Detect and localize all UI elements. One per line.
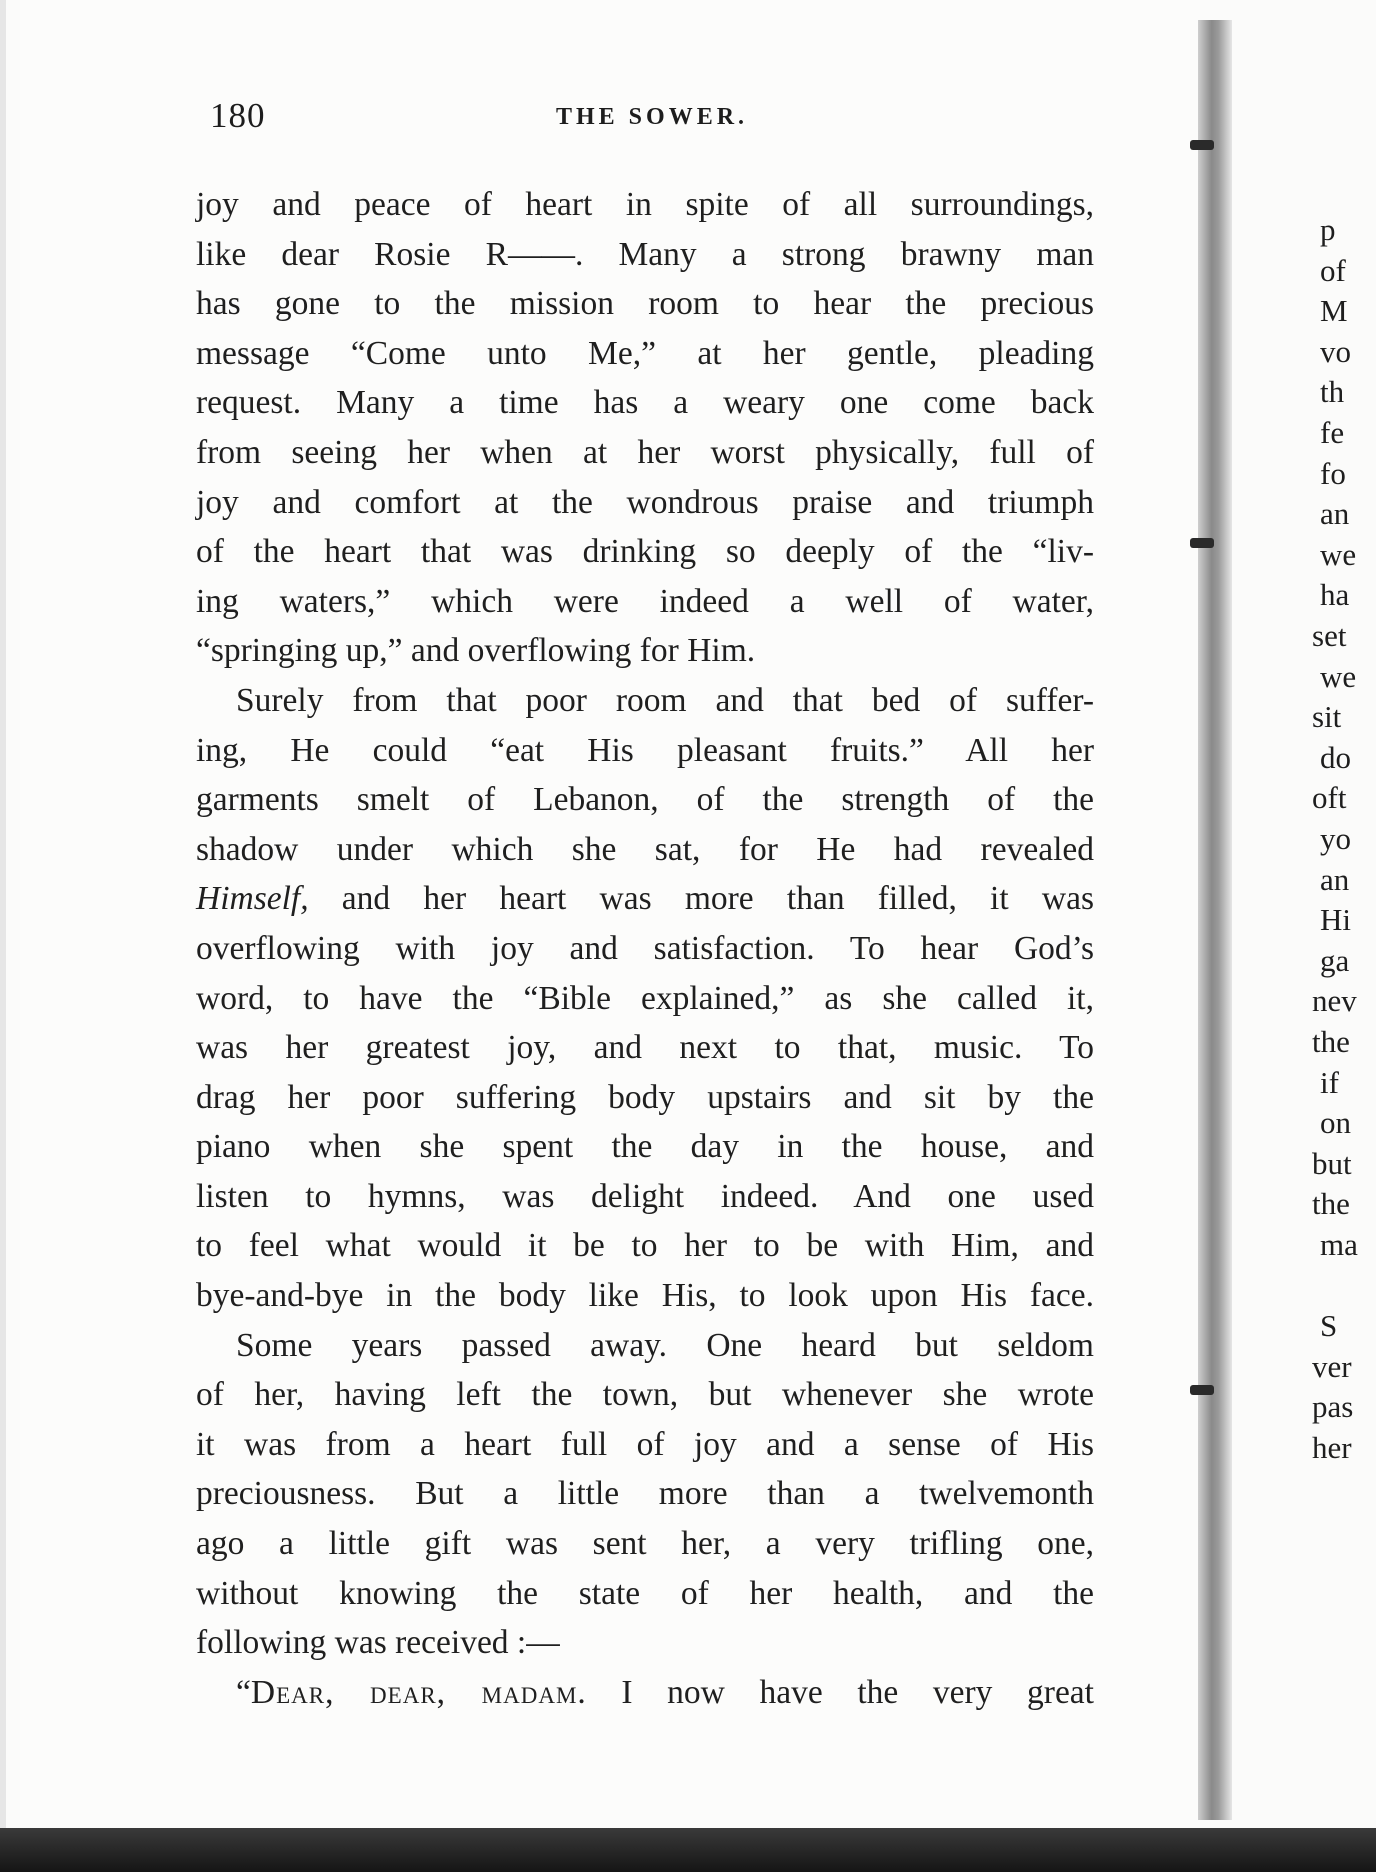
- text-line: piano when she spent the day in the house, and: [196, 1128, 1094, 1166]
- text-segment: and her heart was more than filled, it was: [308, 880, 1094, 918]
- text-line: of her, having left the town, but whenever she wrote: [196, 1376, 1094, 1414]
- text-segment: I now have the very great: [586, 1673, 1094, 1711]
- facing-page-text-fragment: p: [1320, 212, 1336, 247]
- body-text: [196, 180, 1094, 1717]
- paragraph-start-line: Surely from that poor room and that bed of suffer-: [236, 681, 1094, 719]
- facing-page-text-fragment: of: [1320, 252, 1346, 288]
- italic-word: Himself,: [196, 880, 309, 918]
- facing-page-text-fragment: do: [1320, 739, 1351, 775]
- text-line: ing waters,” which were indeed a well of water,: [196, 582, 1094, 620]
- text-line: was her greatest joy, and next to that, music. To: [196, 1029, 1094, 1067]
- left-scan-edge: [0, 0, 6, 1872]
- text-line: request. Many a time has a weary one come back: [196, 384, 1094, 422]
- text-line: like dear Rosie R——. Many a strong brawny man: [196, 235, 1094, 273]
- facing-page-text-fragment: nev: [1312, 983, 1357, 1019]
- text-line: following was received :—: [196, 1624, 560, 1662]
- facing-page-text-fragment: the: [1312, 1186, 1350, 1222]
- text-line: shadow under which she sat, for He had revealed: [196, 830, 1094, 868]
- text-line: of the heart that was drinking so deeply of the “liv-: [196, 533, 1094, 571]
- facing-page-text-fragment: ga: [1320, 942, 1350, 978]
- facing-page-text-fragment: fo: [1320, 455, 1346, 491]
- text-line: message “Come unto Me,” at her gentle, pleading: [196, 334, 1094, 372]
- facing-page-fragment: [1232, 0, 1376, 1828]
- text-line: word, to have the “Bible explained,” as she called it,: [196, 979, 1094, 1017]
- facing-page-text-fragment: we: [1320, 658, 1357, 694]
- facing-page-text-fragment: oft: [1312, 780, 1347, 816]
- text-line: garments smelt of Lebanon, of the strength of the: [196, 781, 1094, 819]
- facing-page-text-fragment: ver: [1312, 1348, 1352, 1384]
- letter-salutation: Dear, dear, madam.: [250, 1673, 587, 1711]
- facing-page-text-fragment: th: [1320, 374, 1345, 410]
- running-head: THE SOWER.: [556, 104, 749, 130]
- open-quote: “: [236, 1673, 251, 1711]
- page-header: [210, 96, 1100, 146]
- text-line: joy and comfort at the wondrous praise and triumph: [196, 483, 1094, 521]
- book-gutter: [1198, 20, 1232, 1820]
- binding-mark: [1190, 538, 1214, 548]
- facing-page-text-fragment: the: [1312, 1024, 1350, 1059]
- facing-page-text-fragment: fe: [1320, 415, 1345, 450]
- facing-page-text-fragment: S: [1320, 1308, 1338, 1344]
- page-number: 180: [210, 96, 266, 135]
- facing-page-text-fragment: set: [1312, 618, 1347, 653]
- text-line: overflowing with joy and satisfaction. To hear God’s: [196, 929, 1094, 967]
- text-line: has gone to the mission room to hear the precious: [196, 285, 1094, 323]
- facing-page-text-fragment: ma: [1320, 1227, 1358, 1262]
- text-line-with-italic: [196, 874, 1094, 924]
- facing-page-text-fragment: an: [1320, 496, 1350, 532]
- facing-page-text-fragment: sit: [1312, 699, 1342, 735]
- facing-page-text-fragment: Hi: [1320, 902, 1351, 938]
- text-line: drag her poor suffering body upstairs and sit by the: [196, 1078, 1094, 1116]
- text-line: it was from a heart full of joy and a sense of His: [196, 1425, 1094, 1463]
- text-line: ing, He could “eat His pleasant fruits.” All her: [196, 731, 1094, 769]
- binding-mark: [1190, 1385, 1214, 1395]
- letter-opening-line: [196, 1668, 1094, 1718]
- bottom-scan-edge: [0, 1828, 1376, 1872]
- facing-page-text-fragment: if: [1320, 1064, 1339, 1100]
- text-line: bye-and-bye in the body like His, to look upon His face.: [196, 1277, 1094, 1315]
- text-line: from seeing her when at her worst physically, full of: [196, 433, 1094, 471]
- text-line: to feel what would it be to her to be with Him, and: [196, 1227, 1094, 1265]
- facing-page-text-fragment: vo: [1320, 333, 1351, 369]
- text-line: “springing up,” and overflowing for Him.: [196, 632, 756, 670]
- facing-page-text-fragment: an: [1320, 861, 1350, 897]
- facing-page-text-fragment: we: [1320, 536, 1357, 572]
- text-line: ago a little gift was sent her, a very trifling one,: [196, 1525, 1094, 1563]
- text-line: listen to hymns, was delight indeed. And one used: [196, 1177, 1094, 1215]
- text-line: joy and peace of heart in spite of all surroundings,: [196, 186, 1094, 223]
- facing-page-text-fragment: but: [1312, 1145, 1352, 1181]
- facing-page-text-fragment: her: [1312, 1430, 1352, 1465]
- text-line: without knowing the state of her health, and the: [196, 1574, 1094, 1612]
- binding-mark: [1190, 140, 1214, 150]
- facing-page-text-fragment: yo: [1320, 821, 1351, 856]
- facing-page-text-fragment: M: [1320, 293, 1348, 329]
- facing-page-text-fragment: on: [1320, 1105, 1351, 1141]
- facing-page-text-fragment: pas: [1312, 1389, 1354, 1425]
- facing-page-text-fragment: ha: [1320, 577, 1350, 613]
- paragraph-start-line: Some years passed away. One heard but seldom: [236, 1326, 1094, 1364]
- text-line: preciousness. But a little more than a twelvemonth: [196, 1475, 1094, 1513]
